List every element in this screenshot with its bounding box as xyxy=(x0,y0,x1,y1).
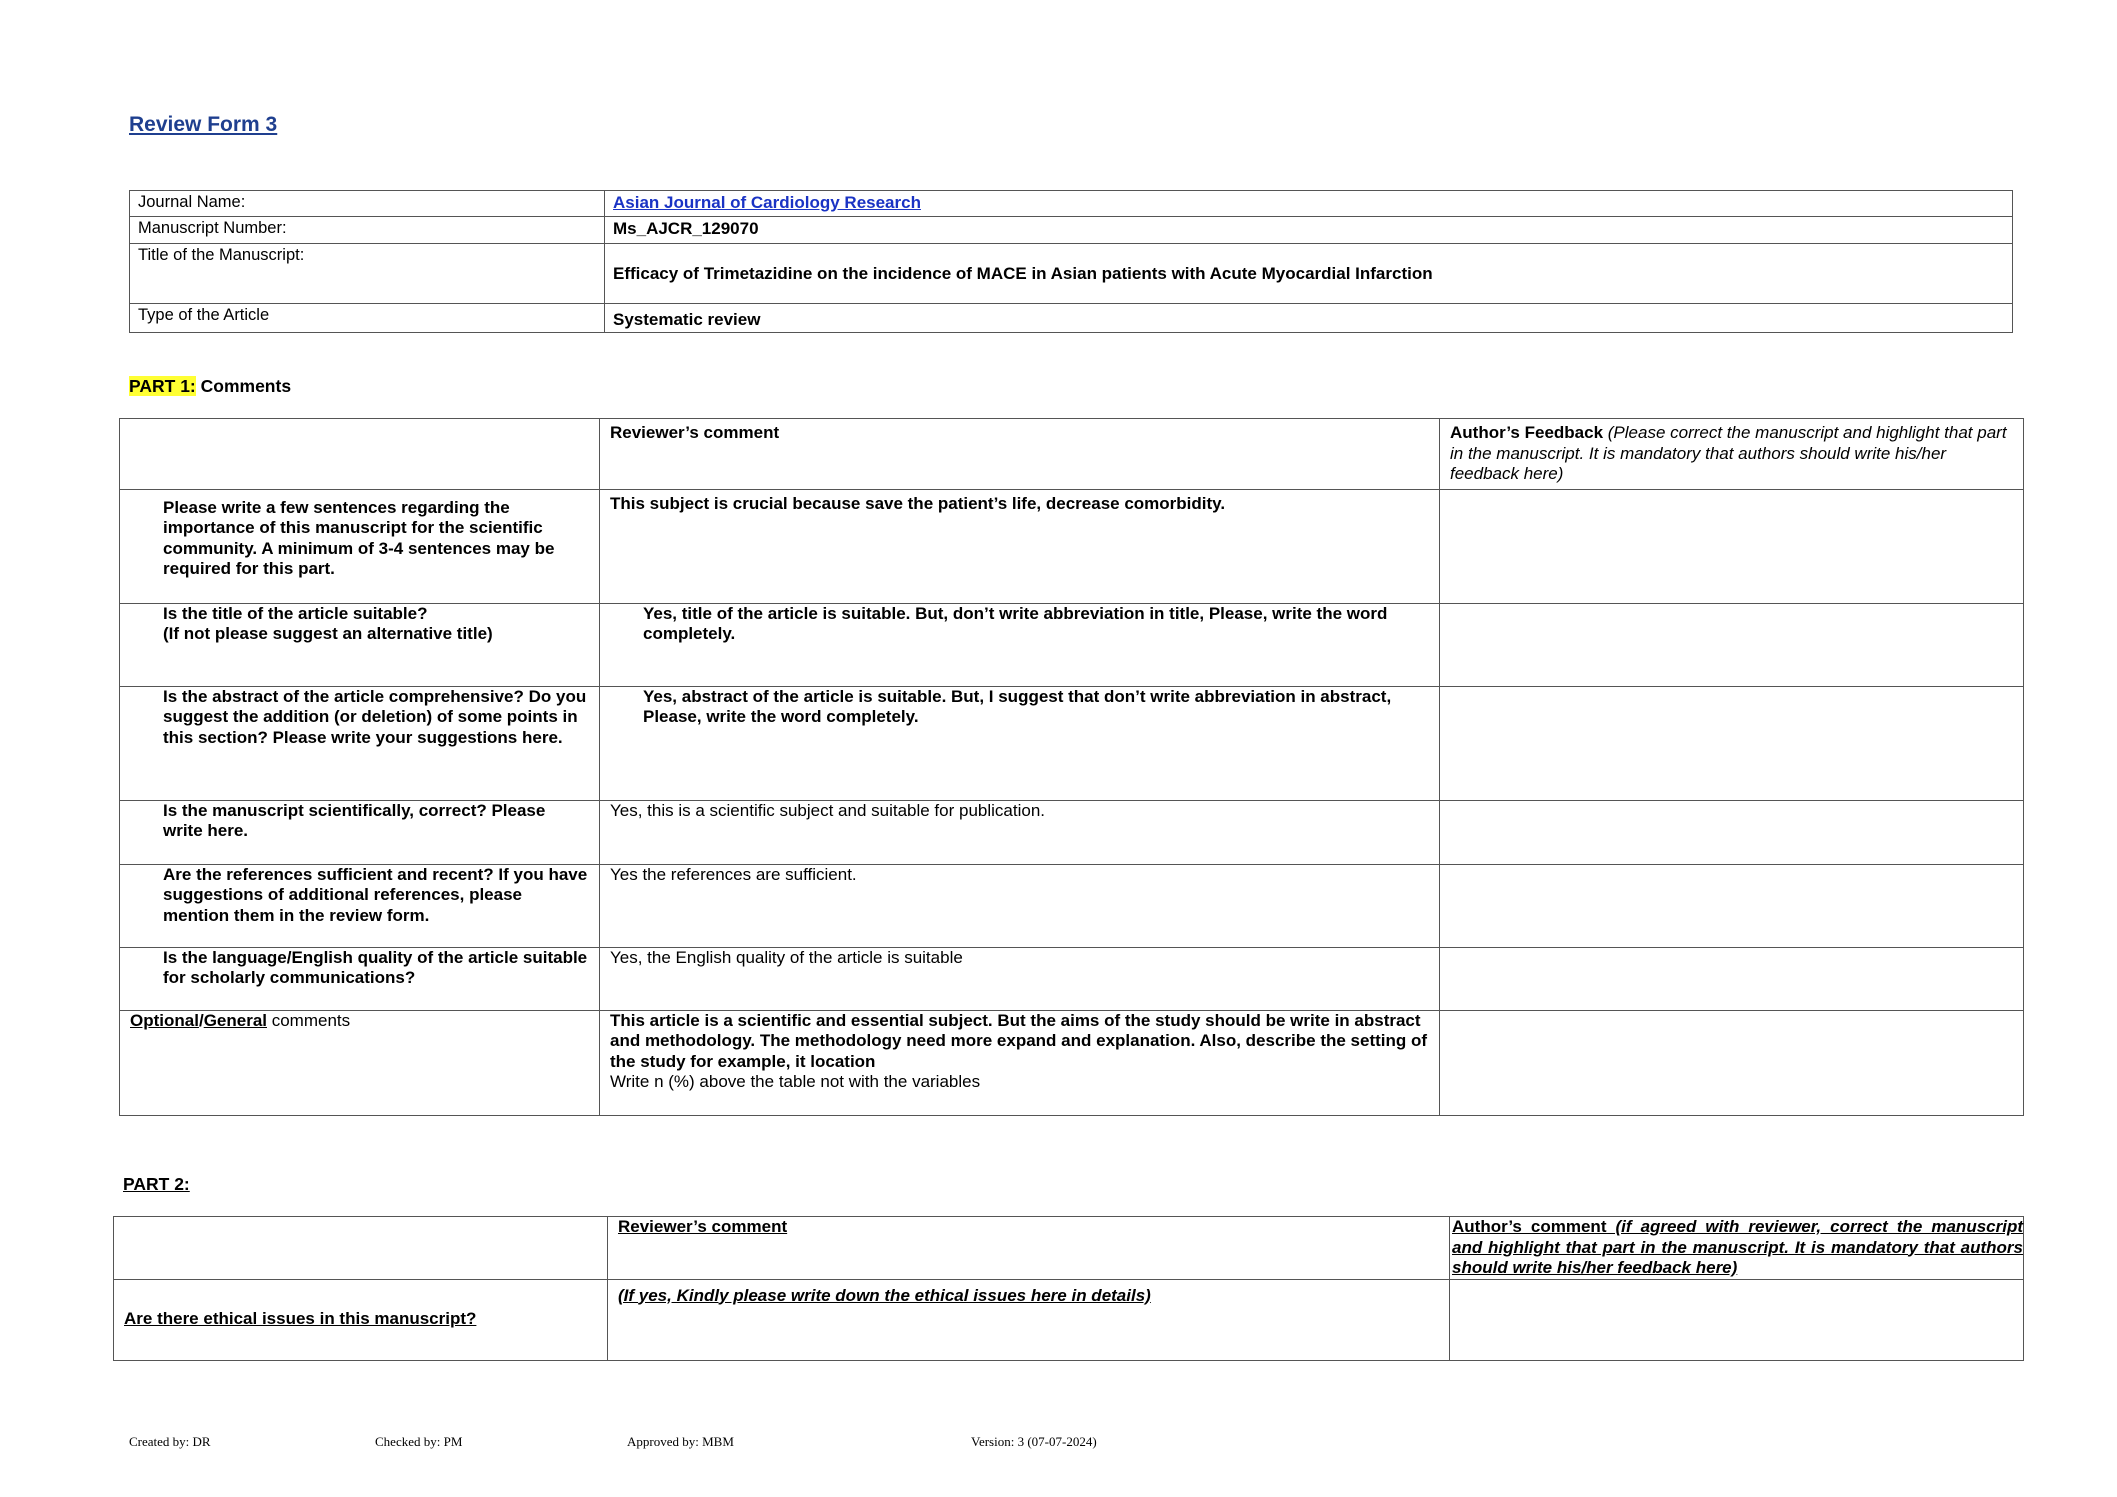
part1-header-row xyxy=(120,419,2024,490)
manuscript-number-label: Manuscript Number: xyxy=(130,217,605,244)
article-type-value: Systematic review xyxy=(605,304,2013,333)
comment-scientific: Yes, this is a scientific subject and suitable for publication. xyxy=(600,800,1440,864)
part2-header-row xyxy=(114,1217,2024,1280)
author-comment-cell[interactable] xyxy=(1450,1279,2024,1360)
author-feedback-cell[interactable] xyxy=(1440,800,2024,864)
ethics-comment: (If yes, Kindly please write down the ethical issues here in details) xyxy=(608,1279,1450,1360)
manuscript-title-value: Efficacy of Trimetazidine on the incidence of MACE in Asian patients with Acute Myocardial Infarction xyxy=(605,244,2013,304)
footer-version: Version: 3 (07-07-2024) xyxy=(971,1434,1097,1449)
part1-heading xyxy=(129,376,291,397)
optional-general-label xyxy=(120,1010,600,1115)
ethics-question: Are there ethical issues in this manuscript? xyxy=(114,1279,608,1360)
table-row xyxy=(120,489,2024,603)
manuscript-number-value: Ms_AJCR_129070 xyxy=(605,217,2013,244)
part1-header-reviewer: Reviewer’s comment xyxy=(600,419,1440,490)
part2-ethics-table xyxy=(113,1216,2024,1361)
optional-comments-row xyxy=(120,1010,2024,1115)
comment-language: Yes, the English quality of the article is suitable xyxy=(600,947,1440,1010)
question-language: Is the language/English quality of the article suitable for scholarly communications? xyxy=(120,947,600,1010)
optional-label-sep: / xyxy=(198,1010,204,1030)
part1-heading-highlight: PART 1: xyxy=(129,376,196,396)
table-row xyxy=(120,603,2024,686)
part2-header-author xyxy=(1450,1217,2024,1280)
manuscript-info-table xyxy=(129,190,2013,333)
question-abstract: Is the abstract of the article comprehensive? Do you suggest the addition (or deletion) of some points in this section? Please write your suggestions here. xyxy=(120,686,600,800)
optional-comment-main: This article is a scientific and essential subject. But the aims of the study should be write in abstract and methodology. The methodology need more expand and explanation. Also, describe the setting of the study for example, it location xyxy=(610,1010,1428,1071)
table-row xyxy=(120,864,2024,947)
ethics-row xyxy=(114,1279,2024,1360)
part2-header-author-bold: Author’s comment xyxy=(1452,1217,1607,1236)
optional-label-b: General xyxy=(203,1010,267,1030)
table-row xyxy=(120,686,2024,800)
part1-header-author-note: (Please correct the manuscript and highlight that part in the manuscript. It is mandatory that authors should write his/her feedback here) xyxy=(1450,423,2007,483)
comment-importance: This subject is crucial because save the patient’s life, decrease comorbidity. xyxy=(600,489,1440,603)
form-title: Review Form 3 xyxy=(129,113,278,136)
manuscript-number-row xyxy=(130,217,2013,244)
question-scientific: Is the manuscript scientifically, correct? Please write here. xyxy=(120,800,600,864)
article-type-label: Type of the Article xyxy=(130,304,605,333)
part1-comments-table xyxy=(119,418,2024,1116)
author-feedback-cell[interactable] xyxy=(1440,686,2024,800)
question-title-line2: (If not please suggest an alternative title) xyxy=(163,624,493,643)
footer-checked: Checked by: PM xyxy=(375,1434,463,1449)
table-row xyxy=(120,947,2024,1010)
comment-title: Yes, title of the article is suitable. But, don’t write abbreviation in title, Please, write the word completely. xyxy=(600,603,1440,686)
author-feedback-cell[interactable] xyxy=(1440,603,2024,686)
author-feedback-cell[interactable] xyxy=(1440,947,2024,1010)
question-title xyxy=(120,603,600,686)
optional-label-a: Optional xyxy=(130,1010,199,1030)
manuscript-title-row xyxy=(130,244,2013,304)
author-feedback-cell[interactable] xyxy=(1440,489,2024,603)
comment-references: Yes the references are sufficient. xyxy=(600,864,1440,947)
question-references: Are the references sufficient and recent? If you have suggestions of additional references, please mention them in the review form. xyxy=(120,864,600,947)
footer-created: Created by: DR xyxy=(129,1434,211,1449)
author-feedback-cell[interactable] xyxy=(1440,1010,2024,1115)
table-row xyxy=(120,800,2024,864)
optional-comment xyxy=(600,1010,1440,1115)
journal-row xyxy=(130,191,2013,217)
optional-comment-note: Write n (%) above the table not with the variables xyxy=(610,1072,981,1091)
part1-header-empty xyxy=(120,419,600,490)
question-title-line1: Is the title of the article suitable? xyxy=(163,603,428,623)
manuscript-title-label: Title of the Manuscript: xyxy=(130,244,605,304)
comment-abstract: Yes, abstract of the article is suitable. But, I suggest that don’t write abbreviation in abstract, Please, write the word completely. xyxy=(600,686,1440,800)
optional-label-rest: comments xyxy=(267,1010,351,1030)
part2-header-reviewer: Reviewer’s comment xyxy=(608,1217,1450,1280)
journal-label: Journal Name: xyxy=(130,191,605,217)
part1-header-author-bold: Author’s Feedback xyxy=(1450,423,1604,442)
part2-header-author-note: (if agreed with reviewer, correct the manuscript and highlight that part in the manuscript. It is mandatory that authors should write his/her feedback here) xyxy=(1452,1217,2023,1277)
question-importance: Please write a few sentences regarding the importance of this manuscript for the scientific community. A minimum of 3-4 sentences may be required for this part. xyxy=(120,489,600,603)
part2-header-empty xyxy=(114,1217,608,1280)
part2-heading: PART 2: xyxy=(123,1174,190,1194)
author-feedback-cell[interactable] xyxy=(1440,864,2024,947)
footer-approved: Approved by: MBM xyxy=(627,1434,734,1449)
part1-header-author xyxy=(1440,419,2024,490)
journal-link[interactable]: Asian Journal of Cardiology Research xyxy=(613,193,921,212)
part1-heading-text: Comments xyxy=(195,376,292,396)
article-type-row xyxy=(130,304,2013,333)
